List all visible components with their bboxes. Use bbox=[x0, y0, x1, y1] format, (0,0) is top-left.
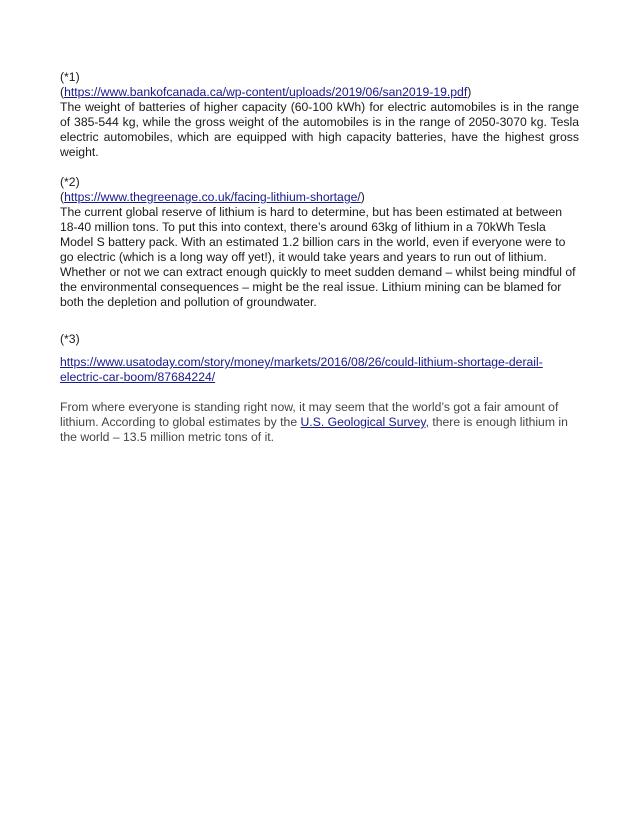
footnote-1-paren-close: ) bbox=[467, 85, 472, 99]
footnote-3-link-line-1: https://www.usatoday.com/story/money/markets/2016/08/26/could-lithium-shortage-derail- bbox=[60, 355, 543, 369]
footnotes-content bbox=[60, 70, 579, 445]
footnote-1-paren-open: ( bbox=[60, 85, 65, 99]
spacer bbox=[60, 385, 579, 400]
footnote-2-marker: (*2) bbox=[60, 175, 80, 189]
spacer bbox=[60, 160, 579, 175]
footnote-2 bbox=[60, 175, 579, 310]
footnote-2-link[interactable]: https://www.thegreenage.co.uk/facing-lithium-shortage/ bbox=[64, 190, 361, 204]
footnote-2-text: The current global reserve of lithium is hard to determine, but has been estimated at between 18-40 million tons. To put this into context, there’s around 63kg of lithium in a 70kWh Tesla Model S battery pack. With an estimated 1.2 billion cars in the world, even if everyone were to go electric (which is a long way off yet!), it would take years and years to run out of lithium. Whether or not we can extract enough quickly to meet sudden demand – whilst being mindful of the environmental consequences – might be the real issue. Lithium mining can be blamed for both the depletion and pollution of groundwater. bbox=[60, 205, 576, 309]
footnote-1-text: The weight of batteries of higher capacity (60-100 kWh) for electric automobiles is in the range of 385-544 kg, while the gross weight of the automobiles is in the range of 2050-3070 kg. Tesla electric automobiles, which are equipped with high capacity batteries, have the highest gross weight. bbox=[60, 100, 579, 159]
footnote-1-marker: (*1) bbox=[60, 70, 80, 84]
footnote-3-text-before: From where everyone is standing right now, it may seem that the world’s got a fair amount of lithium. According to global estimates by the bbox=[60, 400, 559, 429]
footnote-1-link[interactable]: https://www.bankofcanada.ca/wp-content/uploads/2019/06/san2019-19.pdf bbox=[64, 85, 468, 99]
footnote-3-link[interactable] bbox=[60, 355, 543, 384]
footnote-3 bbox=[60, 332, 579, 445]
usgs-link[interactable]: U.S. Geological Survey bbox=[300, 415, 426, 429]
footnote-3-text-after: , there is enough lithium in the world – 13.5 million metric tons of it. bbox=[60, 415, 568, 444]
spacer bbox=[60, 347, 579, 355]
footnote-3-text bbox=[60, 400, 579, 445]
footnote-1-source bbox=[60, 85, 579, 100]
footnote-2-source bbox=[60, 190, 579, 205]
footnote-2-paren-open: ( bbox=[60, 190, 65, 204]
footnote-1 bbox=[60, 70, 579, 160]
footnote-3-link-line-2: electric-car-boom/87684224/ bbox=[60, 370, 216, 384]
spacer bbox=[60, 310, 579, 332]
footnote-2-paren-close: ) bbox=[360, 190, 365, 204]
footnote-3-marker: (*3) bbox=[60, 332, 80, 346]
footnote-3-source bbox=[60, 355, 579, 385]
